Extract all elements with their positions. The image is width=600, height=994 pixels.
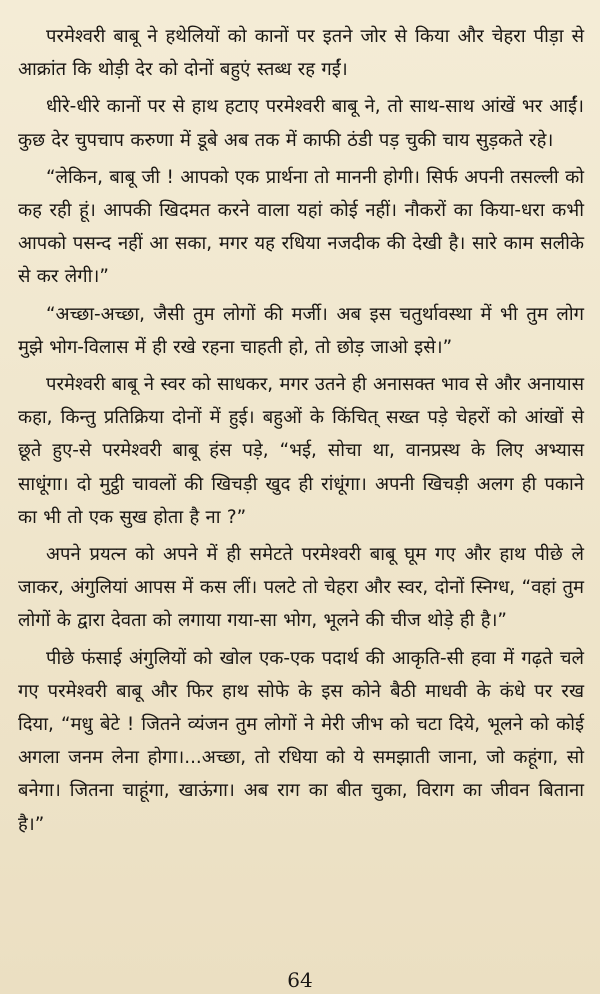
paragraph-2: धीरे-धीरे कानों पर से हाथ हटाए परमेश्वरी बाबू ने, तो साथ-साथ आंखें भर आईं। कुछ देर चुपचाप करुणा में डूबे अब तक में काफी ठंडी पड़ चुकी चाय सुड़कते रहे। xyxy=(18,96,584,151)
paragraph-6: अपने प्रयत्न को अपने में ही समेटते परमेश्वरी बाबू घूम गए और हाथ पीछे ले जाकर, अंगुलियां आपस में कस लीं। पलटे तो चेहरा और स्वर, दोनों स्निग्ध, “वहां तुम लोगों के द्वारा देवता को लगाया गया-सा भोग, भूलने की चीज थोड़े ही है।” xyxy=(18,544,584,632)
paragraph-4: “अच्छा-अच्छा, जैसी तुम लोगों की मर्जी। अब इस चतुर्थावस्था में भी तुम लोग मुझे भोग-विलास में ही रखे रहना चाहती हो, तो छोड़ जाओ इसे।” xyxy=(18,303,584,358)
paragraph-1: परमेश्वरी बाबू ने हथेलियों को कानों पर इतने जोर से किया और चेहरा पीड़ा से आक्रांत कि थोड़ी देर को दोनों बहुएं स्तब्ध रह गईं। xyxy=(18,26,584,81)
paragraph-7: पीछे फंसाई अंगुलियों को खोल एक-एक पदार्थ की आकृति-सी हवा में गढ़ते चले गए परमेश्वरी बाबू और फिर हाथ सोफे के इस कोने बैठी माधवी के कंधे पर रख दिया, “मधु बेटे ! जितने व्यंजन तुम लोगों ने मेरी जीभ को चटा दिये, भूलने को कोई अगला जनम लेना होगा।...अच्छा, तो रधिया को ये समझाती जाना, जो कहूंगा, सो बनेगा। जितना चाहूंगा, खाऊंगा। अब राग का बीत चुका, विराग का जीवन बिताना है।” xyxy=(18,647,584,835)
paragraph-5: परमेश्वरी बाबू ने स्वर को साधकर, मगर उतने ही अनासक्त भाव से और अनायास कहा, किन्तु प्रतिक्रिया दोनों में हुई। बहुओं के किंचित् सख्त पड़े चेहरों को आंखों से छूते हुए-से परमेश्वरी बाबू हंस पड़े, “भई, सोचा था, वानप्रस्थ के लिए अभ्यास साधूंगा। दो मुट्ठी चावलों की खिचड़ी खुद ही रांधूंगा। अपनी खिचड़ी अलग ही पकाने का भी तो एक सुख होता है ना ?” xyxy=(18,374,584,528)
page-number: 64 xyxy=(287,968,313,992)
paragraph-3: “लेकिन, बाबू जी ! आपको एक प्रार्थना तो माननी होगी। सिर्फ अपनी तसल्ली को कह रही हूं। आपकी खिदमत करने वाला यहां कोई नहीं। नौकरों का किया-धरा कभी आपको पसन्द नहीं आ सका, मगर यह रधिया नजदीक की देखी है। सारे काम सलीके से कर लेगी।” xyxy=(18,166,584,288)
